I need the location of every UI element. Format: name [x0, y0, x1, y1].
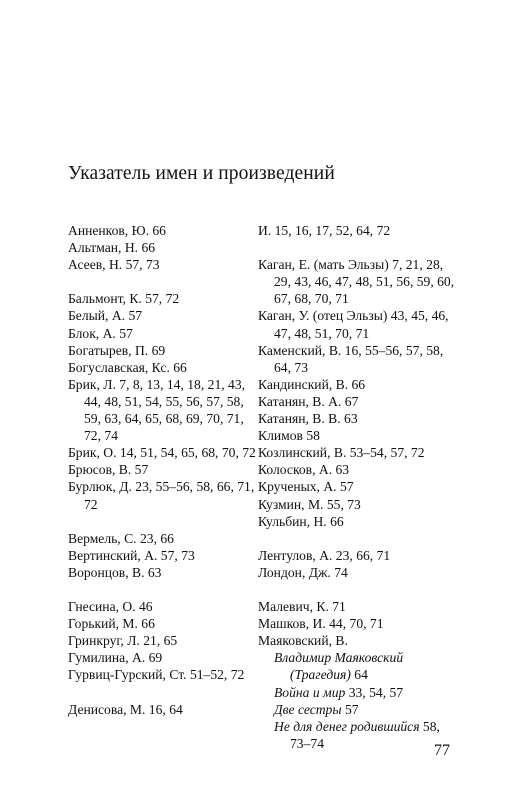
- index-entry: Анненков, Ю. 66: [68, 223, 166, 238]
- entry-spacer: [68, 684, 258, 701]
- index-column-left: [68, 222, 258, 718]
- index-entry: Каган, У. (отец Эльзы) 43, 45, 46, 47, 48, 51, 70, 71: [258, 308, 449, 341]
- index-entry: Вермель, С. 23, 66: [68, 530, 174, 546]
- index-entry: Богуславская, Кс. 66: [68, 359, 187, 375]
- index-entry: Гнесина, О. 46: [68, 599, 153, 615]
- index-entry: Брик, О. 14, 51, 54, 65, 68, 70, 72: [68, 445, 256, 461]
- index-entry: Гурвиц-Гурский, Ст. 51–52, 72: [68, 667, 245, 683]
- index-entry: Климов 58: [258, 428, 320, 444]
- index-entry: Бальмонт, К. 57, 72: [68, 291, 180, 307]
- index-entry: Альтман, Н. 66: [68, 240, 156, 256]
- index-entry: Бурлюк, Д. 23, 55–56, 58, 66, 71, 72: [68, 479, 255, 512]
- page-refs: 58, 73–74: [290, 718, 440, 751]
- entry-spacer: [68, 581, 258, 598]
- index-entry: Денисова, М. 16, 64: [68, 701, 183, 717]
- index-entry: Гринкруг, Л. 21, 65: [68, 633, 178, 649]
- page-title: Указатель имен и произведений: [68, 163, 335, 184]
- index-entry: Брюсов, В. 57: [68, 462, 149, 478]
- index-subentry: [258, 701, 458, 718]
- index-entry: Козлинский, В. 53–54, 57, 72: [258, 445, 425, 461]
- index-entry: Брик, Л. 7, 8, 13, 14, 18, 21, 43, 44, 48, 51, 54, 55, 56, 57, 58, 59, 63, 64, 65, 68, 69, 70, 71, 72, 74: [68, 376, 246, 444]
- index-entry: Катанян, В. А. 67: [258, 393, 359, 409]
- index-entry: Катанян, В. В. 63: [258, 411, 358, 427]
- entry-spacer: [258, 530, 458, 547]
- entry-spacer: [258, 239, 458, 256]
- index-entry: Гумилина, А. 69: [68, 650, 163, 666]
- work-title: Две сестры: [274, 701, 342, 717]
- index-entry: Воронцов, В. 63: [68, 564, 162, 580]
- index-entry: Крученых, А. 57: [258, 479, 354, 495]
- index-entry: Лондон, Дж. 74: [258, 564, 348, 580]
- entry-spacer: [68, 513, 258, 530]
- index-entry: И. 15, 16, 17, 52, 64, 72: [258, 223, 391, 238]
- index-entry: Колосков, А. 63: [258, 462, 350, 478]
- index-entry: Машков, И. 44, 70, 71: [258, 616, 384, 632]
- index-entry: Горький, М. 66: [68, 616, 155, 632]
- work-title: Война и мир: [274, 684, 346, 700]
- page-refs: 57: [341, 701, 359, 717]
- index-entry: Малевич, К. 71: [258, 599, 346, 615]
- index-entry: Маяковский, В.: [258, 633, 348, 649]
- index-column-right: [258, 222, 458, 752]
- index-subentry: [258, 684, 458, 701]
- index-entry: Богатырев, П. 69: [68, 342, 166, 358]
- work-title: Не для денег родившийся: [274, 718, 420, 734]
- entry-spacer: [68, 273, 258, 290]
- page-refs: 64: [350, 667, 368, 683]
- page-refs: 33, 54, 57: [345, 684, 404, 700]
- entry-spacer: [258, 581, 458, 598]
- index-entry: Блок, А. 57: [68, 325, 133, 341]
- index-subentry: [258, 718, 458, 752]
- index-entry: Каган, Е. (мать Эльзы) 7, 21, 28, 29, 43, 46, 47, 48, 51, 56, 59, 60, 67, 68, 70, 71: [258, 257, 455, 307]
- index-subentry: [258, 649, 458, 683]
- page-number: 77: [434, 742, 450, 759]
- index-entry: Кузмин, М. 55, 73: [258, 496, 361, 512]
- index-entry: Кандинский, В. 66: [258, 376, 366, 392]
- index-entry: Лентулов, А. 23, 66, 71: [258, 547, 391, 563]
- index-entry: Каменский, В. 16, 55–56, 57, 58, 64, 73: [258, 342, 444, 375]
- work-title: Владимир Маяковский (Трагедия): [274, 650, 404, 683]
- index-entry: Вертинский, А. 57, 73: [68, 547, 195, 563]
- index-entry: Кульбин, Н. 66: [258, 513, 344, 529]
- index-entry: Белый, А. 57: [68, 308, 143, 324]
- index-entry: Асеев, Н. 57, 73: [68, 257, 160, 273]
